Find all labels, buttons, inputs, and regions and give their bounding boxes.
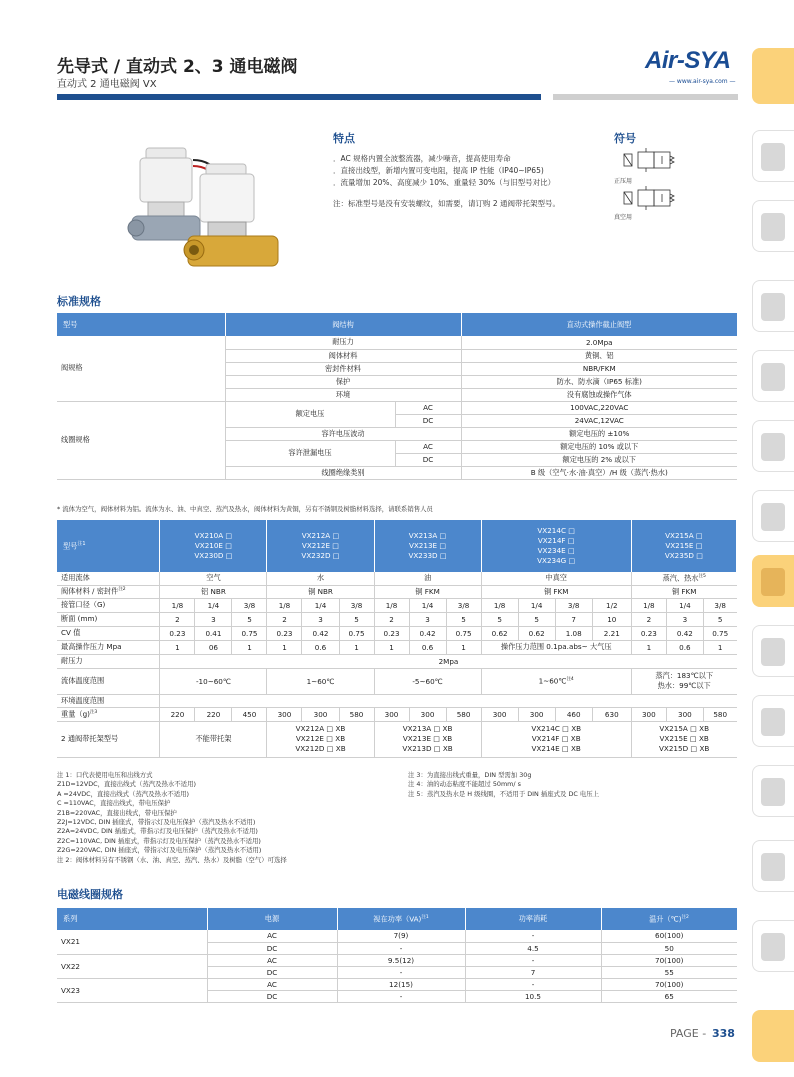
spec-value: B 级（空气·水·油·真空）/H 级（蒸汽·热水) (461, 466, 737, 479)
model-code: VX215E □ (665, 541, 703, 550)
cv-cell: 0.23 (267, 626, 302, 640)
note-line: Z2J=12VDC, DIN 插座式，带指示灯及电压保护（蒸汽及热水不适用) (57, 818, 256, 826)
port-cell: 3/8 (232, 598, 267, 612)
coil-header: 系列 (57, 908, 207, 930)
model-group-water (267, 520, 374, 572)
model-code: VX215A □ (665, 531, 703, 540)
row-label: 接管口径（G) (57, 598, 160, 612)
orifice-cell: 3 (302, 612, 339, 626)
pressure-cell: 1 (267, 640, 302, 654)
spec-value: NBR/FKM (461, 362, 737, 375)
feature-item: ．流量增加 20%、高度减少 10%、重量轻 30%（与旧型号对比） (333, 178, 556, 187)
bracket-cell (267, 721, 374, 757)
coil-table (57, 908, 738, 1003)
cv-cell: 0.42 (302, 626, 339, 640)
note-line: 注 5：蒸汽及热水是 H 级线圈，不适用于 DIN 插座式及 DC 电压上 (408, 789, 600, 798)
feature-item: ．AC 规格内置全波整流器，减少噪音，提高使用寿命 (333, 154, 511, 163)
mat-cell: 铜 FKM (631, 585, 736, 598)
pressure-cell: 1 (631, 640, 666, 654)
model-header-text: 型号 (63, 541, 78, 551)
temp-text: 蒸汽：183℃以下 (655, 671, 714, 680)
model-code: VX212E □ (301, 541, 340, 550)
spec-key: 耐压力 (225, 336, 461, 349)
coil-cell: - (337, 966, 465, 978)
port-cell: 3/8 (446, 598, 481, 612)
weight-cell: 300 (302, 707, 339, 721)
coil-cell: - (465, 978, 601, 990)
spec-group-coil: 线圈规格 (57, 401, 225, 479)
port-cell: 1/8 (374, 598, 409, 612)
coil-cell: 4.5 (465, 942, 601, 954)
spec-header: 型号 (57, 313, 225, 336)
page-number: 338 (712, 1027, 735, 1040)
table-row (57, 954, 737, 966)
regulator-icon (761, 433, 785, 461)
coil-cell: AC (207, 954, 337, 966)
cv-cell: 0.42 (666, 626, 703, 640)
sup-note: 注5 (698, 574, 706, 580)
weight-cell: 220 (195, 707, 232, 721)
spec-key: 线圈绝缘类别 (225, 466, 461, 479)
pressure-cell: 1 (339, 640, 374, 654)
cv-cell: 0.75 (446, 626, 481, 640)
note-line: 注 2：阀体材料另有不锈钢（水、油、真空、蒸汽、热水）及树脂（空气）可选择 (57, 855, 287, 864)
bracket-code: VX212E □ XB (295, 734, 346, 743)
port-cell: 3/8 (555, 598, 592, 612)
bracket-code: VX215D □ XB (659, 744, 710, 753)
sup-note: 注1 (421, 914, 429, 920)
weight-cell: 300 (518, 707, 555, 721)
spec-value: 防水、防水滴（IP65 标准) (461, 375, 737, 388)
side-tab-solenoid[interactable] (752, 555, 794, 607)
cv-row (57, 626, 737, 640)
side-tab-lubricator[interactable] (752, 200, 794, 252)
note-line: Z2C=110VAC, DIN 插座式，带指示灯及电压保护（蒸汽及热水不适用) (57, 836, 261, 845)
bracket-code: VX214E □ XB (531, 744, 581, 753)
pressure-cell: 1 (232, 640, 267, 654)
sup-note: 注2 (681, 914, 689, 920)
mat-cell: 铝 NBR (160, 585, 267, 598)
coil-cell: - (465, 930, 601, 942)
weight-row (57, 707, 737, 721)
features-note: 注：标准型号是没有安装螺纹，如需要，请订购 2 通阀带托架型号。 (333, 199, 561, 208)
coil-cell: 12(15) (337, 978, 465, 990)
model-code: VX233D □ (408, 551, 447, 560)
fluid-cell: 水 (267, 572, 374, 585)
model-code: VX230D □ (194, 551, 233, 560)
bracket-code: VX214C □ XB (531, 724, 582, 733)
port-cell: 3/8 (339, 598, 374, 612)
spec-key: 密封件材料 (225, 362, 461, 375)
side-tab-regulator[interactable] (752, 420, 794, 472)
model-code: VX232D □ (301, 551, 340, 560)
weight-cell: 580 (446, 707, 481, 721)
pressure-cell: 0.6 (666, 640, 703, 654)
weight-cell: 450 (232, 707, 267, 721)
fluid-cell: 油 (374, 572, 481, 585)
coil-cell: AC (207, 978, 337, 990)
temp-cell (631, 668, 736, 694)
note-line: A =24VDC，直接出线式（蒸汽及热水不适用) (57, 789, 189, 798)
row-label-text: 重量（g) (61, 709, 90, 719)
orifice-cell: 3 (409, 612, 446, 626)
coil-header-text: 温升（℃) (649, 914, 682, 924)
model-code: VX214C □ (537, 526, 576, 535)
coil-cell: - (337, 990, 465, 1002)
row-label: 最高操作压力 Mpa (57, 640, 160, 654)
coil-cell: 7(9) (337, 930, 465, 942)
port-cell: 1/4 (302, 598, 339, 612)
weight-cell: 630 (592, 707, 631, 721)
coil-header: 电源 (207, 908, 337, 930)
side-tab-fitting[interactable] (752, 280, 794, 332)
spec-header: 直动式操作截止阀型 (461, 313, 737, 336)
note-line: 注 3：为直接出线式重量，DIN 型需加 30g (408, 771, 532, 779)
side-tab-cylinder[interactable] (752, 625, 794, 677)
port-cell: 3/8 (703, 598, 736, 612)
orifice-row (57, 612, 737, 626)
coil-cell: - (337, 942, 465, 954)
row-label-text: 阀体材料 / 密封件 (61, 586, 119, 596)
cv-cell: 0.62 (481, 626, 518, 640)
spec-value: 额定电压的 ±10% (461, 427, 737, 440)
spec-value: 24VAC,12VAC (461, 414, 737, 427)
orifice-cell: 10 (592, 612, 631, 626)
coil-cell: 7 (465, 966, 601, 978)
bracket-code: VX213D □ XB (402, 744, 453, 753)
sensor-icon (761, 853, 785, 881)
row-label: 断面 (mm) (57, 612, 160, 626)
filter-icon (761, 143, 785, 171)
coil-cell: 10.5 (465, 990, 601, 1002)
weight-cell: 300 (374, 707, 409, 721)
weight-cell: 300 (666, 707, 703, 721)
port-cell: 1/8 (631, 598, 666, 612)
model-group-steam (631, 520, 736, 572)
bracket-code: VX214F □ XB (531, 734, 581, 743)
product-image (118, 140, 308, 280)
brand-logo: Air-SYA (645, 47, 731, 74)
spec-key: 容许电压波动 (225, 427, 461, 440)
coil-header-text: 视在功率（VA) (373, 914, 422, 924)
cv-cell: 2.21 (592, 626, 631, 640)
port-cell: 1/4 (666, 598, 703, 612)
cv-cell: 0.23 (374, 626, 409, 640)
bracket-code: VX213E □ XB (402, 734, 453, 743)
bracket-cell (631, 721, 736, 757)
coil-cell: 50 (601, 942, 737, 954)
note-line: Z2A=24VDC, DIN 插座式，带指示灯及电压保护（蒸汽及热水不适用) (57, 827, 258, 836)
pressure-cell: 0.6 (302, 640, 339, 654)
weight-cell: 580 (339, 707, 374, 721)
side-tab-accessory[interactable] (752, 920, 794, 972)
fluid-cell: 中真空 (481, 572, 631, 585)
header-bar (57, 94, 541, 100)
orifice-cell: 5 (518, 612, 555, 626)
row-label: 耐压力 (57, 654, 160, 668)
coil-header (601, 908, 737, 930)
pressure-cell: 操作压力范围 0.1pa.abs~ 大气压 (481, 640, 631, 654)
mat-cell: 铜 NBR (267, 585, 374, 598)
model-code: VX234G □ (537, 556, 576, 565)
bracket-cell (481, 721, 631, 757)
note-line: 注 1：口代表使用电压和出线方式 (57, 771, 153, 779)
bracket-code: VX215A □ XB (659, 724, 710, 733)
sup-note: 注3 (89, 709, 98, 715)
note-line: Z1B=220VAC，直接出线式，带电压保护 (57, 808, 177, 817)
orifice-cell: 3 (666, 612, 703, 626)
coil-cell: DC (207, 966, 337, 978)
port-cell: 1/8 (267, 598, 302, 612)
spec-value: 额定电压的 10% 或以下 (461, 440, 737, 453)
bracket-code: VX213A □ XB (402, 724, 453, 733)
side-tab-bottom[interactable] (752, 1010, 794, 1062)
cv-cell: 0.75 (339, 626, 374, 640)
symbol-vacuum-label: 真空用 (614, 214, 633, 221)
cv-cell: 0.42 (409, 626, 446, 640)
coil-cell: 65 (601, 990, 737, 1002)
model-code: VX235D □ (664, 551, 704, 560)
note-line: C =110VAC，直接出线式，带电压保护 (57, 799, 171, 808)
note-line: 注 4：油的动态粘度不能超过 50mm/ s (408, 780, 521, 789)
spec-table (57, 313, 738, 480)
note-line: Z2G=220VAC, DIN 插座式，带指示灯及电压保护（蒸汽及热水不适用) (57, 846, 262, 855)
bracket-code: VX212D □ XB (295, 744, 346, 753)
lubricator-icon (761, 213, 785, 241)
orifice-cell: 3 (195, 612, 232, 626)
env-cell (160, 694, 737, 707)
orifice-cell: 5 (446, 612, 481, 626)
orifice-cell: 5 (703, 612, 736, 626)
model-code: VX213E □ (408, 541, 447, 550)
weight-cell: 580 (703, 707, 736, 721)
spec-group-valve: 阀规格 (57, 336, 225, 401)
cylinder-icon (761, 638, 785, 666)
model-code: VX234E □ (537, 546, 575, 555)
row-label (57, 585, 160, 598)
spec-key: 额定电压 (225, 401, 395, 427)
spec-sub: AC (395, 440, 461, 453)
model-group-vacuum (481, 520, 631, 572)
side-tab-actuator[interactable] (752, 695, 794, 747)
spec-sub: DC (395, 414, 461, 427)
model-code: VX210E □ (194, 541, 233, 550)
sup-note: 注1 (77, 541, 86, 548)
coil-cell: 55 (601, 966, 737, 978)
cv-cell: 0.62 (518, 626, 555, 640)
weight-cell: 220 (160, 707, 195, 721)
model-group-oil (374, 520, 481, 572)
weight-cell: 300 (631, 707, 666, 721)
cv-cell: 0.75 (232, 626, 267, 640)
side-tab-tube[interactable] (752, 350, 794, 402)
coil-cell: 60(100) (601, 930, 737, 942)
cv-cell: 0.23 (160, 626, 195, 640)
page-title: 先导式 / 直动式 2、3 通电磁阀 (57, 57, 298, 77)
accessory-icon (761, 933, 785, 961)
header-bar-grey (553, 94, 738, 100)
spec-footnote: * 流体为空气，阀体材料为铝。流体为水、油、中真空、蒸汽及热水，阀体材料为黄铜，另有不锈钢及树脂材料选择，请联系销售人员 (57, 505, 433, 513)
bracket-cell: 不能带托架 (160, 721, 267, 757)
side-tab-sensor[interactable] (752, 840, 794, 892)
orifice-cell: 5 (232, 612, 267, 626)
spec-key: 保护 (225, 375, 461, 388)
pressure-cell: 0.6 (409, 640, 446, 654)
weight-cell: 300 (481, 707, 518, 721)
spec-value: 额定电压的 2% 或以下 (461, 453, 737, 466)
coil-cell: DC (207, 942, 337, 954)
coil-cell: 9.5(12) (337, 954, 465, 966)
spec-key: 阀体材料 (225, 349, 461, 362)
symbol-title: 符号 (614, 132, 636, 145)
model-table (57, 520, 737, 758)
orifice-cell: 2 (631, 612, 666, 626)
temp-text: 热水：99℃以下 (657, 681, 711, 690)
bracket-code: VX212A □ XB (295, 724, 346, 733)
spec-key: 容许泄漏电压 (225, 440, 395, 466)
coil-header (337, 908, 465, 930)
sup-note: 注4 (566, 677, 574, 683)
note-line: Z1D=12VDC，直接出线式（蒸汽及热水不适用) (57, 780, 196, 789)
spec-value: 2.0Mpa (461, 336, 737, 349)
temp-cell: 1~60℃ (267, 668, 374, 694)
fitting-icon (761, 293, 785, 321)
spec-sub: AC (395, 401, 461, 414)
coil-body (57, 930, 737, 1002)
solenoid-icon (761, 568, 785, 596)
fluid-text: 蒸汽、热水 (662, 573, 699, 583)
page-label: PAGE - (670, 1027, 707, 1040)
port-cell: 1/4 (409, 598, 446, 612)
spec-key: 环境 (225, 388, 461, 401)
model-group-air (160, 520, 267, 572)
cv-cell: 0.41 (195, 626, 232, 640)
bracket-code: VX215E □ XB (659, 734, 709, 743)
spec-value: 100VAC,220VAC (461, 401, 737, 414)
coil-series: VX21 (57, 930, 207, 954)
table-row (57, 978, 737, 990)
weight-cell: 460 (555, 707, 592, 721)
spec-value: 没有腐蚀或操作气体 (461, 388, 737, 401)
fluid-cell (631, 572, 736, 585)
table-row (57, 930, 737, 942)
page-subtitle: 直动式 2 通电磁阀 VX (57, 79, 157, 90)
temp-cell: -5~60℃ (374, 668, 481, 694)
spec-value: 黄铜、铝 (461, 349, 737, 362)
coil-header: 功率消耗 (465, 908, 601, 930)
side-tab-valve[interactable] (752, 490, 794, 542)
model-code: VX213A □ (408, 531, 447, 540)
orifice-cell: 5 (339, 612, 374, 626)
spec-sub: DC (395, 453, 461, 466)
pressure-cell: 1 (703, 640, 736, 654)
port-cell: 1/4 (518, 598, 555, 612)
row-label: CV 值 (57, 626, 160, 640)
proof-cell: 2Mpa (160, 654, 737, 668)
pressure-cell: 1 (374, 640, 409, 654)
pressure-cell: 1 (446, 640, 481, 654)
brand-url: — www.air-sya.com — (669, 78, 736, 85)
port-cell: 1/4 (195, 598, 232, 612)
model-code: VX214F □ (537, 536, 575, 545)
cv-cell: 1.08 (555, 626, 592, 640)
port-row (57, 598, 737, 612)
section-standard-spec: 标准规格 (57, 295, 101, 308)
port-cell: 1/2 (592, 598, 631, 612)
row-label (57, 707, 160, 721)
coil-series: VX23 (57, 978, 207, 1002)
section-coil-spec: 电磁线圈规格 (57, 888, 123, 901)
model-code: VX212A □ (301, 531, 340, 540)
sup-note: 注2 (118, 587, 126, 593)
fluid-cell: 空气 (160, 572, 267, 585)
symbol-normal-label: 正压用 (614, 178, 633, 185)
row-label: 环境温度范围 (57, 694, 160, 707)
mat-cell: 铜 FKM (374, 585, 481, 598)
spec-header: 阀结构 (225, 313, 461, 336)
orifice-cell: 7 (555, 612, 592, 626)
model-code: VX210A □ (194, 531, 233, 540)
coil-cell: 70(100) (601, 978, 737, 990)
side-tab-silencer[interactable] (752, 765, 794, 817)
actuator-icon (761, 708, 785, 736)
cv-cell: 0.23 (631, 626, 666, 640)
row-label: 流体温度范围 (57, 668, 160, 694)
coil-cell: 70(100) (601, 954, 737, 966)
coil-cell: - (465, 954, 601, 966)
side-tab-filter[interactable] (752, 130, 794, 182)
port-cell: 1/8 (481, 598, 518, 612)
coil-cell: DC (207, 990, 337, 1002)
orifice-cell: 2 (374, 612, 409, 626)
row-label: 2 通阀带托架型号 (57, 721, 160, 757)
silencer-icon (761, 778, 785, 806)
temp-cell: -10~60℃ (160, 668, 267, 694)
coil-cell: AC (207, 930, 337, 942)
orifice-cell: 5 (481, 612, 518, 626)
temp-cell (481, 668, 631, 694)
orifice-cell: 2 (267, 612, 302, 626)
weight-cell: 300 (409, 707, 446, 721)
tube-icon (761, 363, 785, 391)
port-cell: 1/8 (160, 598, 195, 612)
bracket-cell (374, 721, 481, 757)
features-title: 特点 (333, 132, 355, 145)
cv-cell: 0.75 (703, 626, 736, 640)
row-label: 适用流体 (57, 572, 160, 585)
pressure-cell: 06 (195, 640, 232, 654)
orifice-cell: 2 (160, 612, 195, 626)
side-tab-top[interactable] (752, 48, 794, 104)
temp-text: 1~60℃ (538, 676, 567, 686)
valve-icon (761, 503, 785, 531)
mat-cell: 铜 FKM (481, 585, 631, 598)
feature-item: ．直接出线型，新增内置可变电阻，提高 IP 性能（IP40~IP65) (333, 166, 544, 175)
pressure-cell: 1 (160, 640, 195, 654)
coil-series: VX22 (57, 954, 207, 978)
weight-cell: 300 (267, 707, 302, 721)
model-header-label (57, 520, 160, 572)
